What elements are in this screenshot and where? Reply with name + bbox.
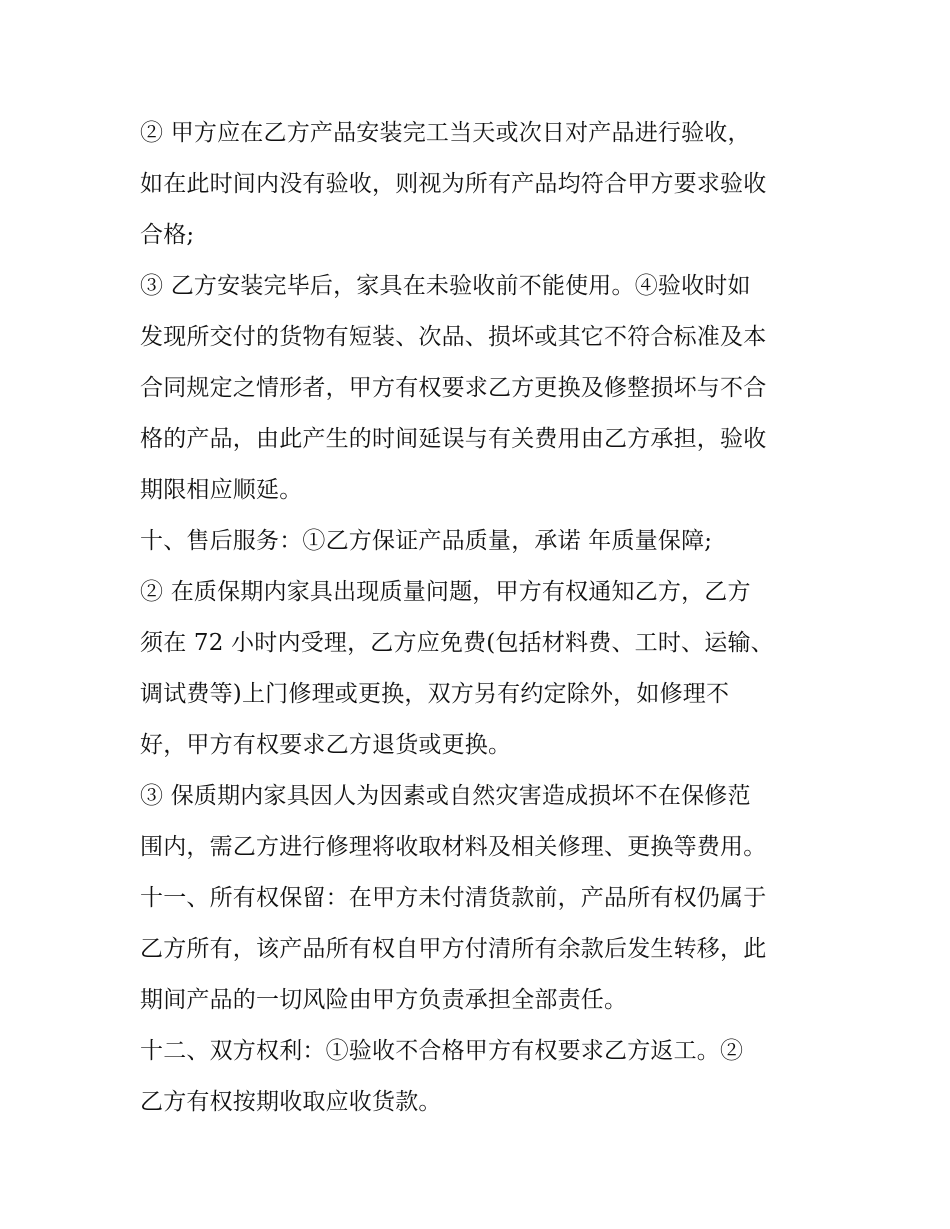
text-line: 围内，需乙方进行修理将收取材料及相关修理、更换等费用。 — [140, 834, 767, 860]
text-line: ③ 保质期内家具因人为因素或自然灾害造成损坏不在保修范 — [140, 783, 751, 809]
text-line: 合同规定之情形者，甲方有权要求乙方更换及修整损坏与不合 — [140, 375, 767, 401]
text-line: 好，甲方有权要求乙方退货或更换。 — [140, 732, 512, 758]
section-heading-rights: 十二、双方权利：①验收不合格甲方有权要求乙方返工。② — [140, 1038, 744, 1064]
text-line: 格的产品，由此产生的时间延误与有关费用由乙方承担，验收 — [140, 426, 767, 452]
section-heading-after-sales: 十、售后服务：①乙方保证产品质量，承诺 年质量保障; — [140, 528, 713, 554]
text-line: 发现所交付的货物有短装、次品、损坏或其它不符合标准及本 — [140, 324, 767, 350]
text-line: 须在 72 小时内受理，乙方应免费(包括材料费、工时、运输、 — [140, 630, 774, 656]
text-line: ② 甲方应在乙方产品安装完工当天或次日对产品进行验收， — [140, 120, 751, 146]
text-line: 如在此时间内没有验收，则视为所有产品均符合甲方要求验收 — [140, 171, 767, 197]
text-line: ③ 乙方安装完毕后，家具在未验收前不能使用。④验收时如 — [140, 273, 751, 299]
text-line: 乙方所有，该产品所有权自甲方付清所有余款后发生转移，此 — [140, 936, 767, 962]
text-line: 调试费等)上门修理或更换，双方另有约定除外，如修理不 — [140, 681, 730, 707]
text-line: 合格; — [140, 222, 195, 248]
text-line: ② 在质保期内家具出现质量问题，甲方有权通知乙方，乙方 — [140, 579, 751, 605]
text-line: 期限相应顺延。 — [140, 477, 303, 503]
text-line: 期间产品的一切风险由甲方负责承担全部责任。 — [140, 987, 628, 1013]
text-line: 乙方有权按期收取应收货款。 — [140, 1089, 442, 1115]
section-heading-ownership: 十一、所有权保留：在甲方未付清货款前，产品所有权仍属于 — [140, 885, 767, 911]
